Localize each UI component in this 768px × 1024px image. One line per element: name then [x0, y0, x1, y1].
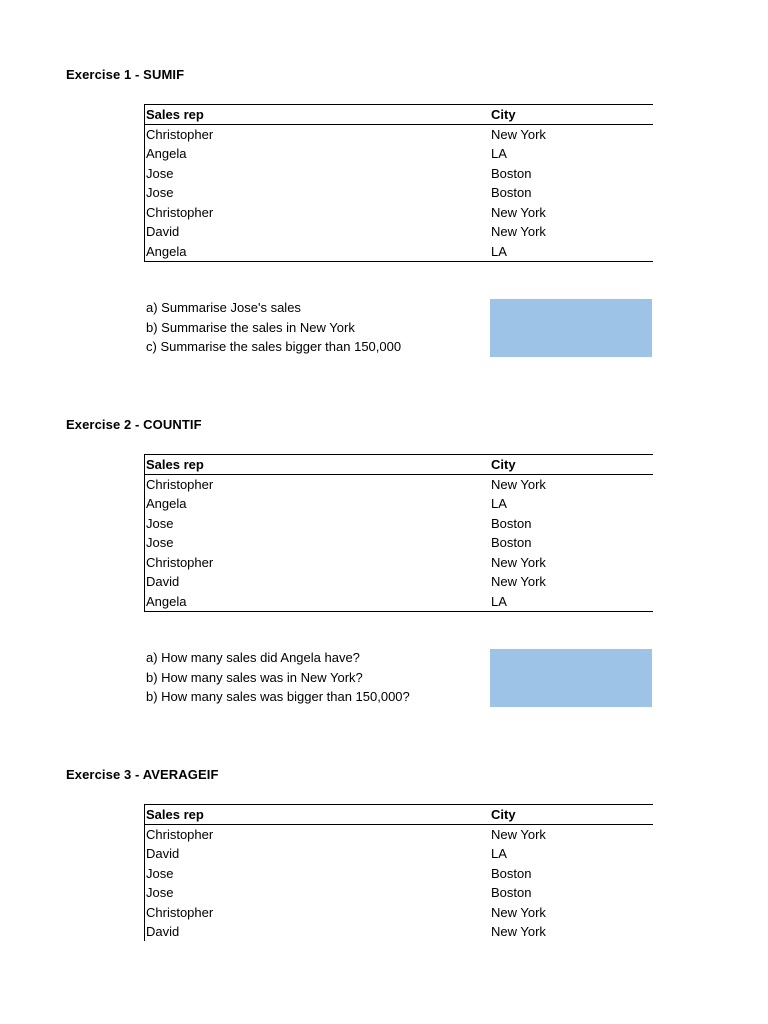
city-cell: LA [491, 146, 507, 161]
table-row [145, 203, 653, 223]
city-cell: New York [491, 904, 546, 920]
table-row [145, 183, 653, 203]
question-c: b) How many sales was bigger than 150,000? [146, 689, 410, 705]
question-c: c) Summarise the sales bigger than 150,000 [146, 339, 402, 355]
city-cell: LA [491, 243, 507, 259]
table-row [145, 592, 653, 612]
city-cell: New York [491, 826, 546, 842]
city-cell: New York [491, 476, 546, 492]
table-row [145, 242, 653, 262]
sales-rep-cell: David [146, 224, 180, 239]
table-row [145, 864, 653, 884]
sales-rep-cell: Jose [146, 885, 174, 900]
table-row [145, 125, 653, 145]
sales-rep-cell: Angela [146, 593, 187, 609]
sales-rep-cell: Jose [146, 165, 174, 181]
sales-rep-cell: Christopher [146, 904, 214, 920]
sales-rep-cell: Christopher [146, 476, 214, 492]
sales-rep-cell: Christopher [146, 126, 214, 142]
city-cell: LA [491, 846, 507, 861]
sales-rep-cell: Jose [146, 535, 174, 550]
table-header-row [145, 805, 653, 825]
table-row [145, 922, 653, 942]
exercise-2-table [144, 454, 653, 612]
table-row [145, 222, 653, 242]
exercise-2-title: Exercise 2 - COUNTIF [66, 417, 202, 432]
table-row [145, 844, 653, 864]
exercise-1-questions [146, 298, 401, 357]
exercise-2-answer-cells[interactable] [490, 649, 652, 707]
sales-rep-cell: Christopher [146, 204, 214, 220]
column-header-sales-rep: Sales rep [146, 457, 204, 472]
sales-rep-cell: Jose [146, 515, 174, 531]
city-cell: Boston [491, 165, 532, 181]
table-row [145, 494, 653, 514]
sales-rep-cell: David [146, 846, 180, 861]
table-row [145, 825, 653, 845]
question-b: b) How many sales was in New York? [146, 669, 363, 685]
table-row [145, 883, 653, 903]
city-cell: New York [491, 554, 546, 570]
city-cell: Boston [491, 535, 532, 550]
exercise-1-title: Exercise 1 - SUMIF [66, 67, 185, 82]
exercise-2-questions [146, 648, 410, 707]
sales-rep-cell: David [146, 574, 180, 589]
sales-rep-cell: Christopher [146, 826, 214, 842]
sales-rep-cell: Angela [146, 496, 187, 511]
sales-rep-cell: David [146, 924, 180, 939]
sales-rep-cell: Angela [146, 243, 187, 259]
table-row [145, 514, 653, 534]
table-row [145, 533, 653, 553]
city-cell: New York [491, 924, 546, 939]
table-header-row [145, 455, 653, 475]
sales-rep-cell: Jose [146, 865, 174, 881]
city-cell: Boston [491, 885, 532, 900]
sales-rep-cell: Jose [146, 185, 174, 200]
column-header-sales-rep: Sales rep [146, 107, 204, 122]
city-cell: New York [491, 224, 546, 239]
city-cell: New York [491, 126, 546, 142]
table-header-row [145, 105, 653, 125]
city-cell: Boston [491, 185, 532, 200]
question-a: a) How many sales did Angela have? [146, 650, 360, 665]
question-b: b) Summarise the sales in New York [146, 319, 355, 335]
table-row [145, 475, 653, 495]
city-cell: LA [491, 593, 507, 609]
city-cell: New York [491, 574, 546, 589]
table-row [145, 164, 653, 184]
city-cell: LA [491, 496, 507, 511]
question-a: a) Summarise Jose's sales [146, 300, 301, 315]
sales-rep-cell: Angela [146, 146, 187, 161]
city-cell: Boston [491, 515, 532, 531]
exercise-1-table [144, 104, 653, 262]
sales-rep-cell: Christopher [146, 554, 214, 570]
exercise-3-table [144, 804, 653, 941]
table-row [145, 903, 653, 923]
column-header-city: City [491, 807, 516, 822]
column-header-sales-rep: Sales rep [146, 807, 204, 822]
city-cell: New York [491, 204, 546, 220]
column-header-city: City [491, 457, 516, 472]
city-cell: Boston [491, 865, 532, 881]
table-row [145, 144, 653, 164]
column-header-city: City [491, 107, 516, 122]
exercise-3-title: Exercise 3 - AVERAGEIF [66, 767, 219, 782]
table-row [145, 572, 653, 592]
table-row [145, 553, 653, 573]
exercise-1-answer-cells[interactable] [490, 299, 652, 357]
